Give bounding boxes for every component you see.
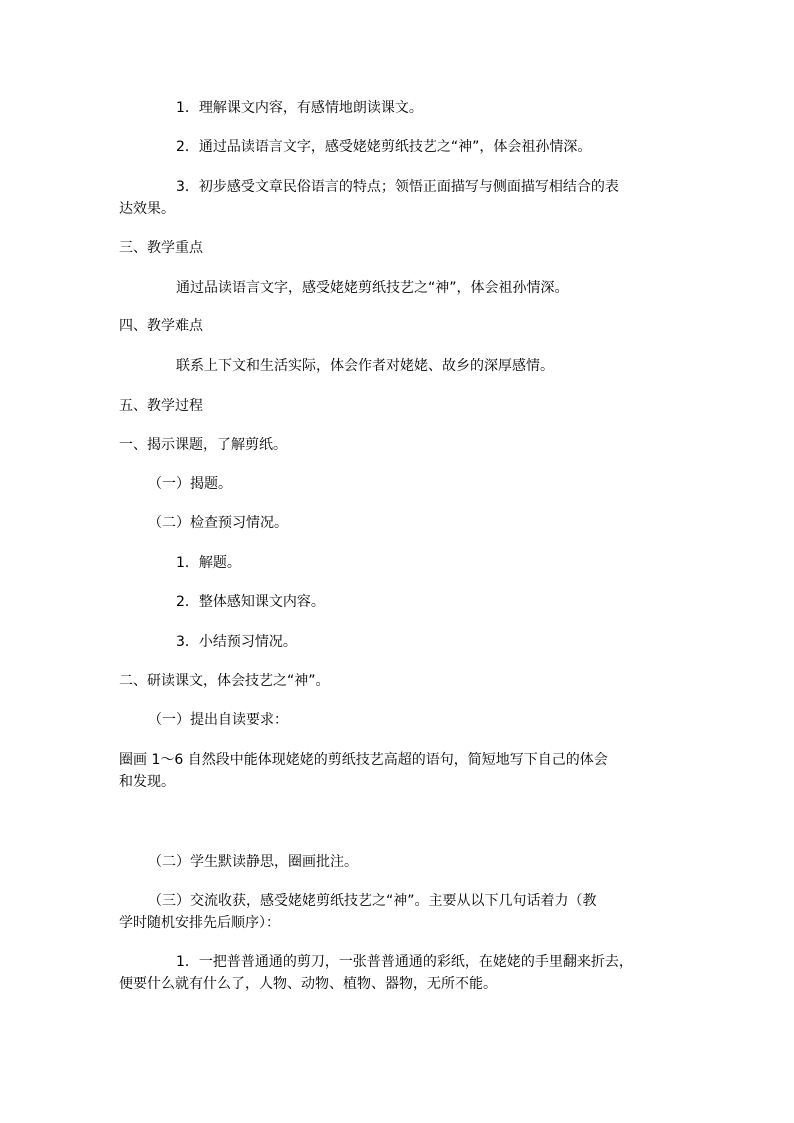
part-1-item-2: 2．整体感知课文内容。 (176, 594, 325, 610)
section-heading-key-points: 三、教学重点 (119, 240, 203, 256)
objective-3-line-2: 达效果。 (119, 201, 175, 217)
objective-1: 1．理解课文内容，有感情地朗读课文。 (176, 100, 423, 116)
part-2-quote-line-1: 1．一把普普通通的剪刀，一张普普通通的彩纸，在姥姥的手里翻来折去， (176, 954, 633, 970)
part-2-instruction-line-2: 和发现。 (119, 774, 175, 790)
part-2-sub-3-line-1: （三）交流收获，感受姥姥剪纸技艺之“神”。主要从以下几句话着力（教 (148, 893, 597, 909)
part-2-sub-1: （一）提出自读要求： (148, 712, 288, 728)
part-1-sub-1: （一）揭题。 (148, 476, 232, 492)
objective-3-line-1: 3．初步感受文章民俗语言的特点；领悟正面描写与侧面描写相结合的表 (176, 179, 619, 195)
part-2-sub-3-line-2: 学时随机安排先后顺序）： (119, 915, 280, 931)
section-heading-process: 五、教学过程 (119, 398, 203, 414)
part-1-sub-2: （二）检查预习情况。 (148, 515, 288, 531)
part-1-item-1: 1．解题。 (176, 555, 241, 571)
part-2-instruction-line-1: 圈画 1～6 自然段中能体现姥姥的剪纸技艺高超的语句，简短地写下自己的体会 (119, 752, 608, 768)
part-1-heading: 一、揭示课题，了解剪纸。 (119, 437, 287, 453)
key-points-text: 通过品读语言文字，感受姥姥剪纸技艺之“神”，体会祖孙情深。 (176, 280, 569, 296)
part-2-heading: 二、研读课文，体会技艺之“神”。 (119, 673, 330, 689)
part-1-item-3: 3．小结预习情况。 (176, 634, 297, 650)
part-2-quote-line-2: 便要什么就有什么了，人物、动物、植物、器物，无所不能。 (119, 976, 497, 992)
section-heading-difficulties: 四、教学难点 (119, 318, 203, 334)
difficulties-text: 联系上下文和生活实际，体会作者对姥姥、故乡的深厚感情。 (176, 358, 554, 374)
objective-2: 2．通过品读语言文字，感受姥姥剪纸技艺之“神”，体会祖孙情深。 (176, 139, 592, 155)
part-2-sub-2: （二）学生默读静思，圈画批注。 (148, 854, 358, 870)
